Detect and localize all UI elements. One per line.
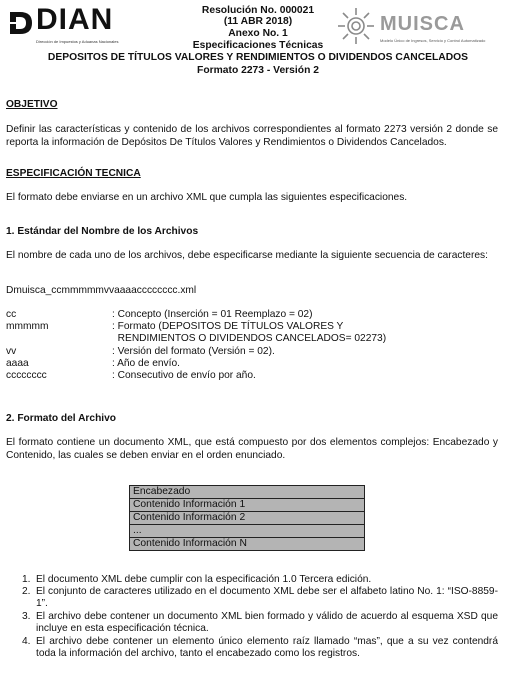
definition-key: cc — [6, 309, 17, 320]
definition-value: RENDIMIENTOS O DIVIDENDOS CANCELADOS= 02273) — [112, 333, 387, 344]
table-row — [130, 486, 365, 499]
definition-value: : Consecutivo de envío por año. — [112, 370, 256, 381]
list-item-number: 2. — [22, 586, 31, 597]
table-row — [130, 525, 365, 538]
dian-logo-subtitle: Dirección de Impuestos y Aduanas Nacionales — [36, 39, 119, 44]
objetivo-text: Definir las características y contenido de los archivos correspondientes al formato 2273 versión 2 donde se reporta la información de Depósitos De Títulos Valores y Rendimientos o Dividendos Cancelados. — [6, 124, 498, 148]
list-item — [22, 611, 498, 634]
objetivo-heading: OBJETIVO — [6, 99, 58, 110]
section1-heading: 1. Estándar del Nombre de los Archivos — [6, 226, 199, 237]
table-row — [130, 512, 365, 525]
definition-key: cccccccc — [6, 370, 47, 381]
especificacion-heading: ESPECIFICACIÓN TECNICA — [6, 168, 141, 179]
definition-value: : Versión del formato (Versión = 02). — [112, 346, 275, 357]
list-item — [22, 586, 498, 609]
list-item-number: 3. — [22, 611, 31, 622]
list-item-number: 1. — [22, 574, 31, 585]
spec-title: Especificaciones Técnicas — [192, 40, 324, 51]
filename-pattern: Dmuisca_ccmmmmmvvaaaacccccccc.xml — [6, 285, 197, 296]
list-item-text: El archivo debe contener un elemento único elemento raíz llamado “mas”, que a su vez contendrá toda la información del archivo, tanto el encabezado como los registros. — [36, 636, 498, 659]
list-item-text: El archivo debe contener un documento XML bien formado y válido de acuerdo al esquema XSD que incluye en esta especificación técnica. — [36, 611, 498, 634]
table-cell: Contenido Información 1 — [130, 499, 365, 512]
definition-key: vv — [6, 346, 17, 357]
xml-structure-table — [129, 485, 365, 551]
section2-text: El formato contiene un documento XML, que está compuesto por dos elementos complejos: Encabezado y Contenido, las cuales se deben enviar en el orden enunciado. — [6, 437, 498, 461]
section2-heading: 2. Formato del Archivo — [6, 413, 117, 424]
definition-key: aaaa — [6, 358, 29, 369]
table-cell: ... — [130, 525, 365, 538]
format-version: Formato 2273 - Versión 2 — [197, 65, 319, 76]
list-item-text: El conjunto de caracteres utilizado en el documento XML debe ser el alfabeto latino No. 1: “ISO-8859-1”. — [36, 586, 498, 609]
definition-value: : Concepto (Inserción = 01 Reemplazo = 02) — [112, 309, 313, 320]
table-row — [130, 499, 365, 512]
document-title: DEPOSITOS DE TÍTULOS VALORES Y RENDIMIENTOS O DIVIDENDOS CANCELADOS — [47, 52, 469, 63]
table-cell: Contenido Información N — [130, 538, 365, 551]
annex-number: Anexo No. 1 — [228, 28, 288, 39]
list-item — [22, 636, 498, 659]
definition-value: : Formato (DEPOSITOS DE TÍTULOS VALORES Y — [112, 321, 344, 332]
table-cell: Contenido Información 2 — [130, 512, 365, 525]
table-cell: Encabezado — [130, 486, 365, 499]
muisca-logo-text: MUISCA — [380, 13, 465, 35]
section1-text: El nombre de cada uno de los archivos, debe especificarse mediante la siguiente secuencia de caracteres: — [6, 250, 488, 261]
definition-value: : Año de envío. — [112, 358, 180, 369]
list-item-text: El documento XML debe cumplir con la especificación 1.0 Tercera edición. — [36, 574, 372, 585]
resolution-date: (11 ABR 2018) — [223, 16, 293, 27]
dian-logo-text: DIAN — [36, 3, 114, 36]
definition-key: mmmmm — [6, 321, 49, 332]
resolution-number: Resolución No. 000021 — [201, 5, 315, 16]
list-item — [22, 574, 498, 586]
especificacion-text: El formato debe enviarse en un archivo XML que cumpla las siguientes especificaciones. — [6, 192, 408, 203]
table-row — [130, 538, 365, 551]
list-item-number: 4. — [22, 636, 31, 647]
muisca-logo-subtitle: Modelo Único de Ingresos, Servicio y Control Automatizado — [380, 38, 486, 43]
